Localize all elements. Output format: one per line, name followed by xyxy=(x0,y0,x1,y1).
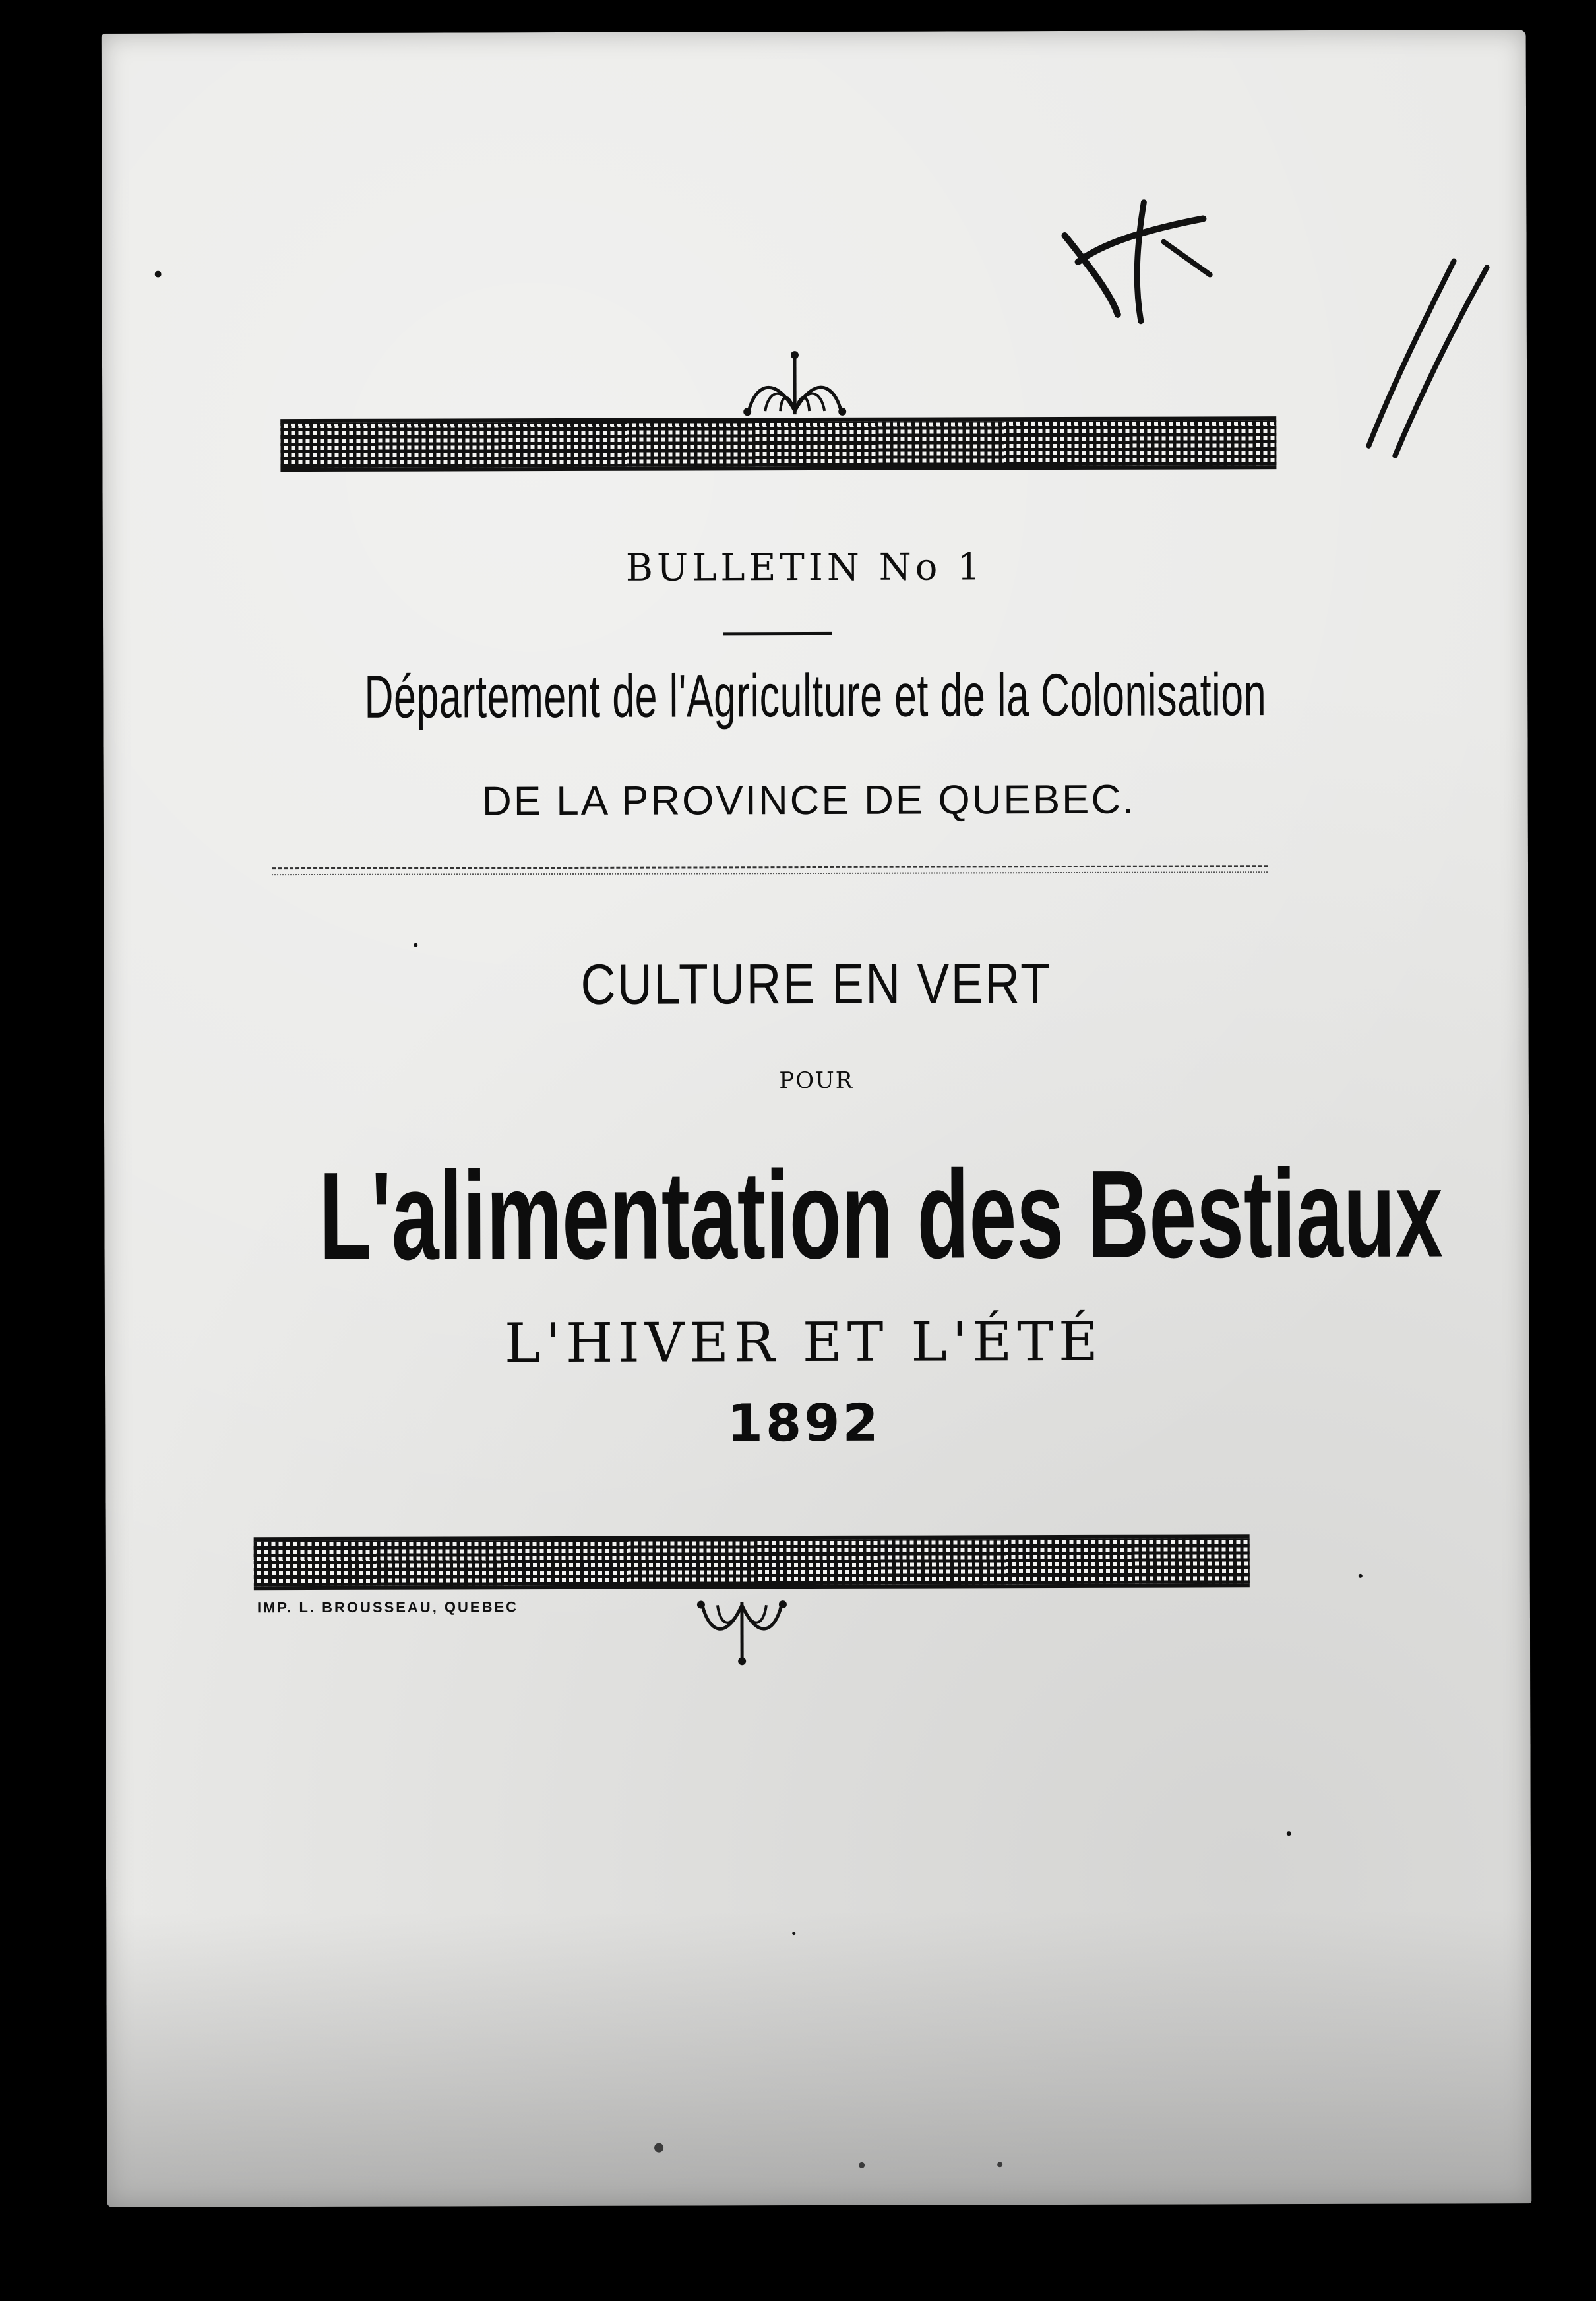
season-subtitle: L'HIVER ET L'ÉTÉ xyxy=(504,1310,1103,1375)
decorative-band-bottom xyxy=(254,1534,1250,1590)
dotted-rule-2 xyxy=(272,871,1268,875)
pour-word: POUR xyxy=(779,1067,854,1094)
page-shadow xyxy=(106,1910,1531,2207)
dust-speck xyxy=(1359,1574,1363,1578)
culture-heading: CULTURE EN VERT xyxy=(580,952,1052,1017)
publication-year: 1892 xyxy=(727,1393,881,1454)
short-rule xyxy=(723,632,832,635)
printer-credit: IMP. L. BROUSSEAU, QUEBEC xyxy=(257,1598,519,1616)
department-name: Département de l'Agriculture et de la Colonisation xyxy=(364,661,1267,731)
dotted-rule-1 xyxy=(272,865,1268,869)
fleuron-ornament-inverted-icon xyxy=(692,1595,791,1668)
fleuron-ornament-icon xyxy=(735,348,854,421)
main-title: L'alimentation des Bestiaux xyxy=(319,1143,1443,1286)
dust-speck xyxy=(1287,1831,1291,1836)
dust-speck xyxy=(155,271,162,278)
dust-speck xyxy=(414,943,417,947)
document-page xyxy=(102,30,1532,2207)
bulletin-number: BULLETIN No 1 xyxy=(625,546,985,590)
decorative-band-top xyxy=(280,416,1276,472)
province-name: DE LA PROVINCE DE QUEBEC. xyxy=(481,776,1136,825)
